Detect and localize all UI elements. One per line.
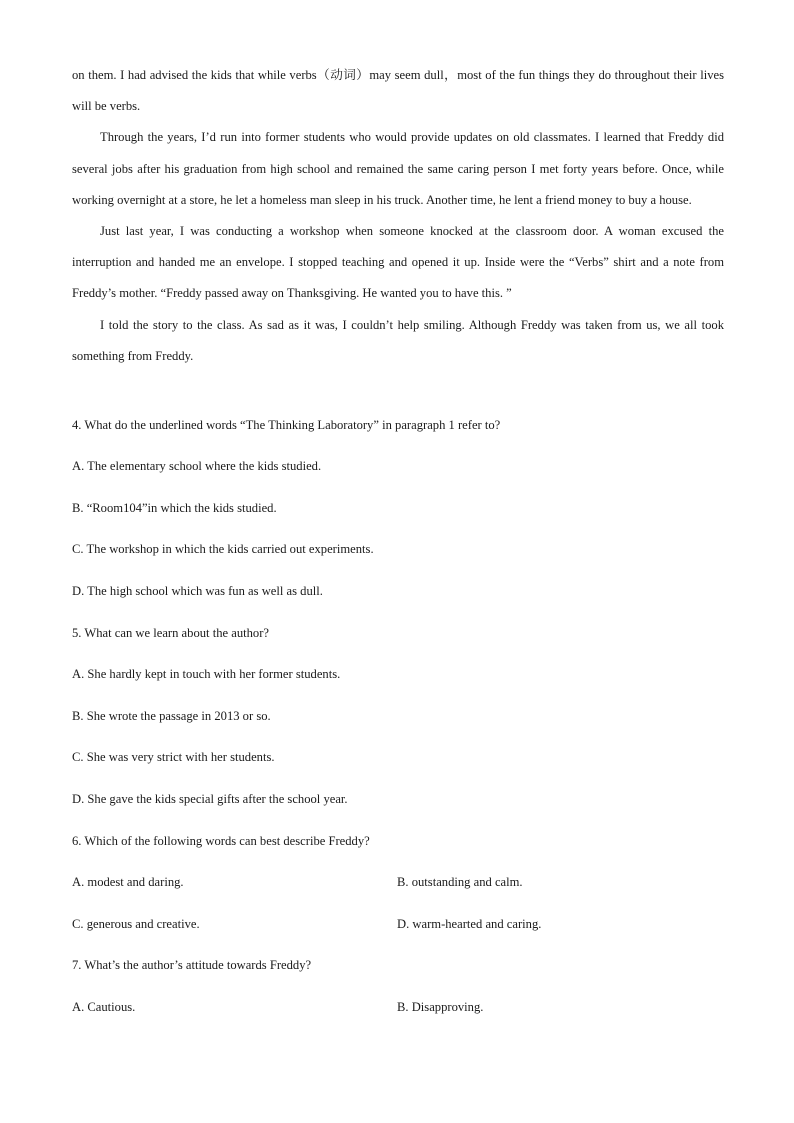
question-4-option-b: B. “Room104”in which the kids studied. [72, 501, 277, 515]
question-5-option-d: D. She gave the kids special gifts after the school year. [72, 792, 348, 806]
question-4-option-a: A. The elementary school where the kids studied. [72, 459, 322, 473]
question-4-stem: 4. What do the underlined words “The Thinking Laboratory” in paragraph 1 refer to? [72, 418, 501, 432]
question-7-stem: 7. What’s the author’s attitude towards Freddy? [72, 958, 312, 972]
passage-paragraph: I told the story to the class. As sad as it was, I couldn’t help smiling. Although Freddy was taken from us, we all took something from Freddy. [72, 317, 724, 363]
question-5-stem: 5. What can we learn about the author? [72, 626, 269, 640]
question-7-option-a: A. Cautious. [72, 1000, 136, 1014]
question-6-option-b: B. outstanding and calm. [397, 875, 523, 889]
reading-passage [72, 60, 724, 372]
passage-paragraph: Through the years, I’d run into former students who would provide updates on old classmates. I learned that Freddy did several jobs after his graduation from high school and remained the same caring person I met forty years before. Once, while working overnight at a store, he let a homeless man sleep in his truck. Another time, he lent a friend money to buy a house. [72, 130, 724, 207]
question-4-option-c: C. The workshop in which the kids carried out experiments. [72, 542, 374, 556]
passage-paragraph: Just last year, I was conducting a workshop when someone knocked at the classroom door. A woman excused the interruption and handed me an envelope. I stopped teaching and opened it up. Inside were the “Verbs” shirt and a note from Freddy’s mother. “Freddy passed away on Thanksgiving. He wanted you to have this. ” [72, 224, 724, 301]
question-6-option-d: D. warm-hearted and caring. [397, 917, 542, 931]
question-6-option-a: A. modest and daring. [72, 875, 184, 889]
question-6-option-c: C. generous and creative. [72, 917, 200, 931]
passage-paragraph: on them. I had advised the kids that while verbs（动词）may seem dull，most of the fun things they do throughout their lives will be verbs. [72, 68, 724, 114]
question-6-stem: 6. Which of the following words can best describe Freddy? [72, 834, 370, 848]
question-5-option-b: B. She wrote the passage in 2013 or so. [72, 709, 271, 723]
question-4-option-d: D. The high school which was fun as well as dull. [72, 584, 323, 598]
question-5-option-a: A. She hardly kept in touch with her former students. [72, 667, 341, 681]
question-5-option-c: C. She was very strict with her students. [72, 750, 275, 764]
question-7-option-b: B. Disapproving. [397, 1000, 484, 1014]
